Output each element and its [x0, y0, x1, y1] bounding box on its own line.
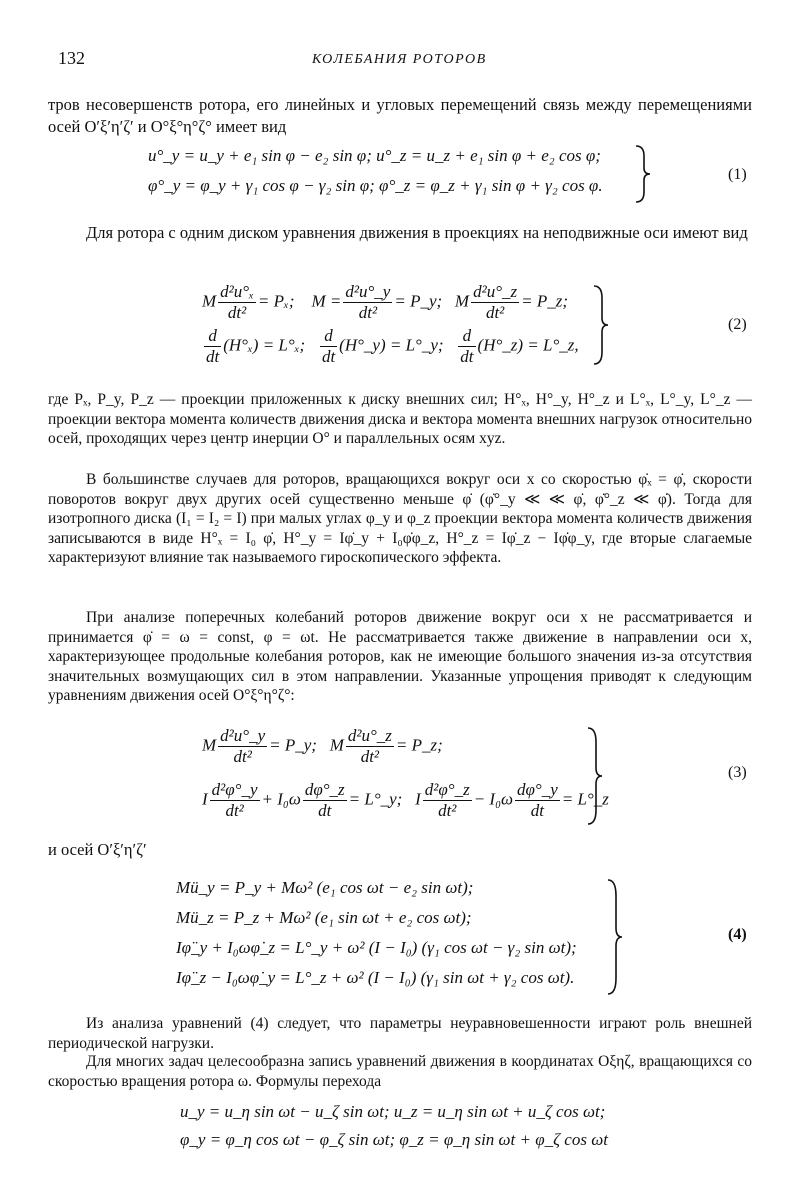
equation-2-number: (2): [728, 316, 747, 333]
paragraph-rotor-disk: Для ротора с одним диском уравнения движения в проекциях на неподвижные оси имеют вид: [86, 223, 748, 242]
equation-3-line-2: I $\frac{\text{d²φ°\_y}}{\text{dt²}}$ + I₀ω $\frac{d\varphi^\circ\_z}{dt}$ = L°_y; I $\frac{\text{d²φ°\_z}}{\text{dt²}}$ − I₀ω $\frac{d\varphi^\circ\_y}{dt}$ = L°_z: [202, 780, 609, 820]
page-number: 132: [58, 48, 85, 68]
equation-2-brace: [590, 284, 610, 366]
paragraph-forces: где Pₓ, P_y, P_z — проекции приложенных к диску внешних сил; H°ₓ, H°_y, H°_z и L°ₓ, L°_y, L°_z — проекции вектора момента количеств движения диска и вектора момента внешних нагрузок относительно осей, проходящих через центр инерции O° и параллельных осям xyz.: [48, 391, 752, 448]
equation-transition-line-1: u_y = u_η sin ωt − u_ζ sin ωt; u_z = u_η sin ωt + u_ζ cos ωt;: [180, 1102, 606, 1121]
equation-2-line-2: $\frac{d}{dt}$ (H°ₓ) = L°ₓ; $\frac{d}{dt}$ (H°_y) = L°_y; $\frac{d}{dt}$ (H°_z) = L°_z,: [206, 326, 579, 366]
paragraph-simplifications: При анализе поперечных колебаний роторов движение вокруг оси x не рассматривается и принимается φ̇ = ω = const, φ = ωt. Не рассматривается также движение в направлении оси x, характеризующее продольные колебания роторов, как не имеющие большого значения из-за отсутствия значительных возмущающих сил в этом направлении. Указанные упрощения приводят к следующим уравнениям движения осей O°ξ°η°ζ°:: [48, 609, 752, 705]
equation-3-number: (3): [728, 764, 747, 781]
paragraph-rotating-coordinates: Для многих задач целесообразна запись уравнений движения в координатах Oξηζ, вращающихся со скоростью вращения ротора ω. Формулы перехода: [48, 1053, 752, 1090]
equation-3-brace: [584, 726, 604, 826]
equation-4-line-3: Iφ̈_y + I₀ωφ̇_z = L°_y + ω² (I − I₀) (γ₁ cos ωt − γ₂ sin ωt);: [176, 938, 577, 957]
equation-4-line-4: Iφ̈_z − I₀ωφ̇_y = L°_z + ω² (I − I₀) (γ₁ sin ωt + γ₂ cos ωt).: [176, 968, 575, 987]
equation-4-line-1: Mü_y = P_y + Mω² (e₁ cos ωt − e₂ sin ωt);: [176, 878, 474, 897]
paragraph-intro: тров несовершенств ротора, его линейных и угловых перемещений связь между перемещениями осей O′ξ′η′ζ′ и O°ξ°η°ζ° имеет вид: [48, 95, 752, 136]
equation-4-brace: [604, 878, 624, 996]
label-other-axes: и осей O′ξ′η′ζ′: [48, 840, 147, 859]
equation-1-number: (1): [728, 166, 747, 183]
equation-4-line-2: Mü_z = P_z + Mω² (e₁ sin ωt + e₂ cos ωt);: [176, 908, 472, 927]
paragraph-gyroscopic: В большинстве случаев для роторов, вращающихся вокруг оси x со скоростью φ̇ₓ = φ̇, скорости поворотов вокруг двух других осей существенно меньше φ̇ (φ̇°_y ≪ ≪ φ̇, φ̇°_z ≪ φ̇). Тогда для изотропного диска (I₁ = I₂ = I) при малых углах φ_y и φ_z проекции вектора момента количеств движения записываются в виде H°ₓ = I₀ φ̇, H°_y = Iφ̇_y + I₀φ̇φ_z, H°_z = Iφ̇_z − Iφ̇φ_y, где вторые слагаемые характеризуют влияние так называемого гироскопического эффекта.: [48, 471, 752, 567]
equation-3-line-1: M $\frac{\text{d²u°\_y}}{\text{dt²}}$ = P_y; M $\frac{\text{d²u°\_z}}{\text{dt²}}$ = P_z;: [202, 726, 443, 766]
paragraph-unbalance: Из анализа уравнений (4) следует, что параметры неуравновешенности играют роль внешней периодической нагрузки.: [48, 1015, 752, 1052]
equation-2-line-1: M $\frac{\text{d²u°ₓ}}{\text{dt²}}$ = Pₓ; M = $\frac{\text{d²u°\_y}}{\text{dt²}}$ = P_y; M $\frac{\text{d²u°\_z}}{\text{dt²}}$ = P_z;: [202, 282, 568, 322]
running-title: КОЛЕБАНИЯ РОТОРОВ: [312, 52, 487, 67]
equation-1-line-2: φ°_y = φ_y + γ₁ cos φ − γ₂ sin φ; φ°_z = φ_z + γ₁ sin φ + γ₂ cos φ.: [148, 176, 603, 195]
equation-4-number: (4): [728, 926, 747, 943]
equation-transition-line-2: φ_y = φ_η cos ωt − φ_ζ sin ωt; φ_z = φ_η sin ωt + φ_ζ cos ωt: [180, 1130, 608, 1149]
equation-1-brace: [632, 144, 652, 204]
equation-1-line-1: u°_y = u_y + e₁ sin φ − e₂ sin φ; u°_z = u_z + e₁ sin φ + e₂ cos φ;: [148, 146, 601, 165]
